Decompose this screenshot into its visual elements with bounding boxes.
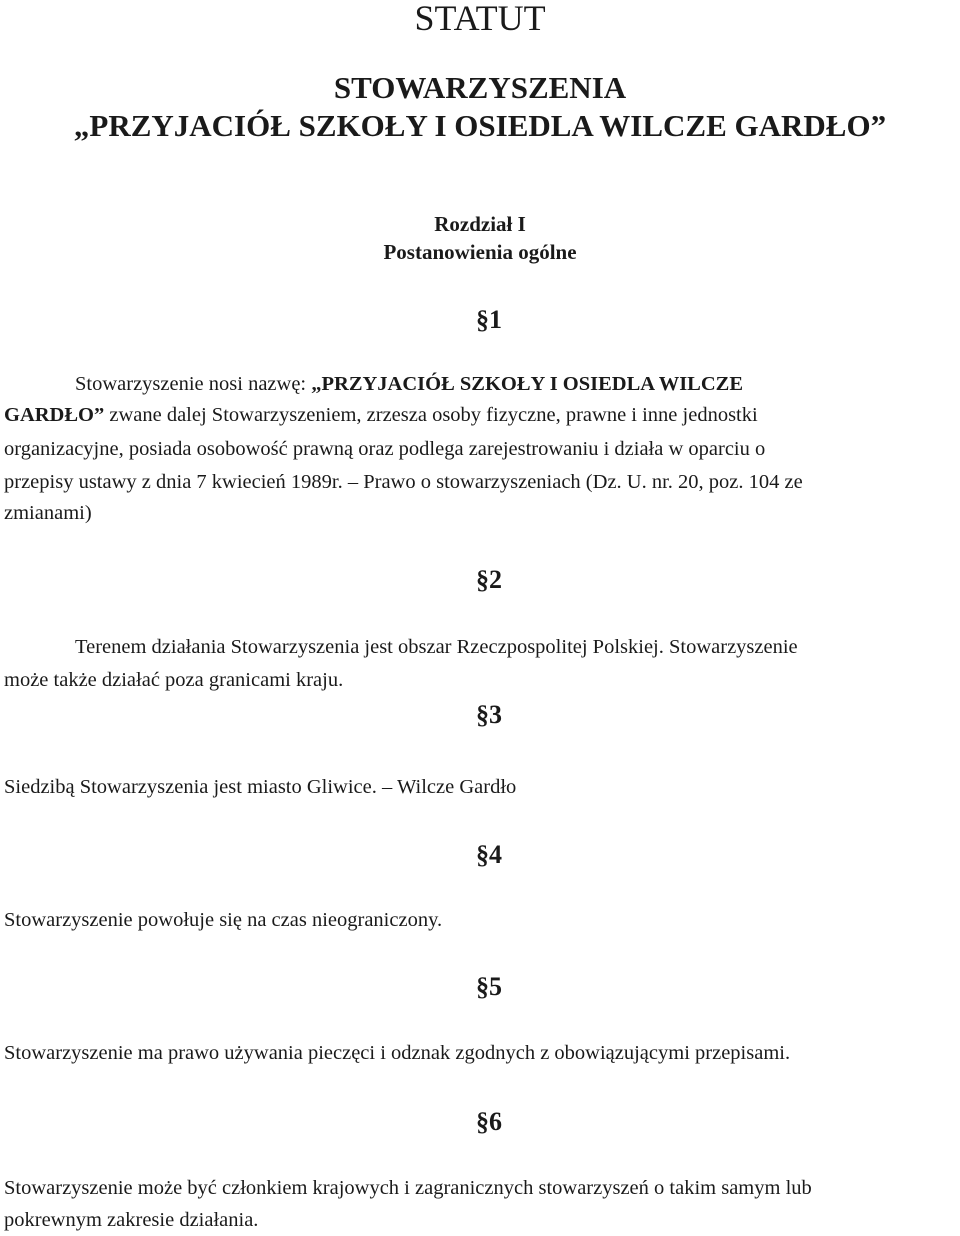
organization-type: STOWARZYSZENIA xyxy=(333,70,627,105)
section-1-line-2-text: zwane dalej Stowarzyszeniem, zrzesza osoby fizyczne, prawne i inne jednostki xyxy=(104,404,758,426)
section-number-2: §2 xyxy=(476,565,502,594)
association-name-bold: „PRZYJACIÓŁ SZKOŁY I OSIEDLA WILCZE xyxy=(311,373,744,395)
section-5-line-1: Stowarzyszenie ma prawo używania pieczęci i odznak zgodnych z obowiązującymi przepisami. xyxy=(4,1042,791,1064)
section-number-4: §4 xyxy=(476,840,502,869)
section-6-line-1: Stowarzyszenie może być członkiem krajowych i zagranicznych stowarzyszeń o takim samym lub xyxy=(4,1177,812,1199)
section-number-1: §1 xyxy=(476,305,502,334)
section-number-6: §6 xyxy=(476,1107,502,1136)
section-1-line-5: zmianami) xyxy=(4,502,92,524)
association-name-bold-continued: GARDŁO” xyxy=(4,404,105,426)
section-number-5: §5 xyxy=(476,972,502,1001)
section-2-line-1: Terenem działania Stowarzyszenia jest obszar Rzeczpospolitej Polskiej. Stowarzyszenie xyxy=(75,636,798,658)
chapter-label: Rozdział I xyxy=(434,212,526,236)
section-2-line-2: może także działać poza granicami kraju. xyxy=(4,669,344,691)
section-1-line-1-text: Stowarzyszenie nosi nazwę: xyxy=(75,373,312,395)
chapter-title: Postanowienia ogólne xyxy=(383,240,577,264)
section-6-line-2: pokrewnym zakresie działania. xyxy=(4,1209,259,1231)
section-4-line-1: Stowarzyszenie powołuje się na czas nieograniczony. xyxy=(4,909,443,931)
section-3-line-1: Siedzibą Stowarzyszenia jest miasto Gliwice. – Wilcze Gardło xyxy=(4,776,517,798)
section-1-line-1 xyxy=(75,369,743,400)
section-number-3: §3 xyxy=(476,700,502,729)
document-title: STATUT xyxy=(414,0,546,38)
section-1-line-3: organizacyjne, posiada osobowość prawną oraz podlega zarejestrowaniu i działa w oparciu o xyxy=(4,438,766,460)
section-1-line-4: przepisy ustawy z dnia 7 kwiecień 1989r. – Prawo o stowarzyszeniach (Dz. U. nr. 20, poz. 104 ze xyxy=(4,471,803,493)
section-1-line-2 xyxy=(4,400,758,431)
organization-name: „PRZYJACIÓŁ SZKOŁY I OSIEDLA WILCZE GARDŁO” xyxy=(73,108,887,143)
